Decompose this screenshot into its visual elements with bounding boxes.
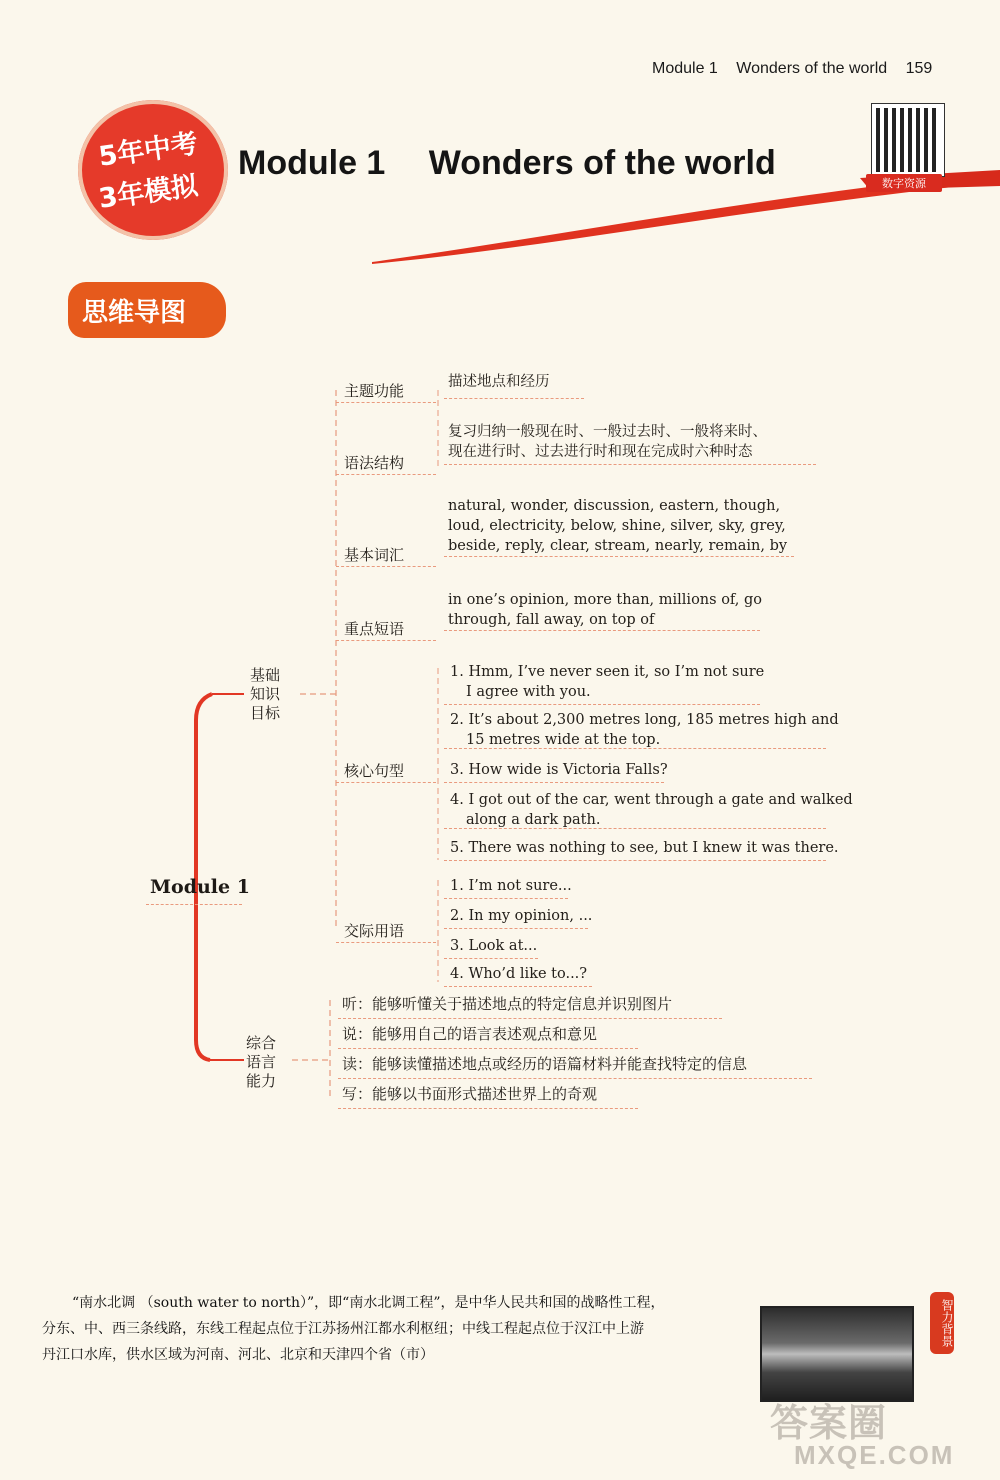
skill-speaking: 说：能够用自己的语言表述观点和意见 — [342, 1025, 598, 1043]
theme-content — [448, 372, 550, 392]
topic-label-communication: 交际用语 — [344, 922, 405, 940]
content-line: 5. There was nothing to see, but I knew it was there. — [450, 840, 839, 856]
side-tag: 智力背景 — [930, 1292, 954, 1354]
page-number: 159 — [905, 60, 933, 77]
note-line: “南水北调 （south water to north）”，即“南水北调工程”，是中华人民共和国的战略性工程， — [72, 1295, 665, 1311]
logo-line-1: 5年中考 — [96, 128, 200, 173]
basic-label-line: 基础 — [250, 666, 281, 684]
topic-label-sentences: 核心句型 — [344, 762, 405, 780]
skill-listening: 听：能够听懂关于描述地点的特定信息并识别图片 — [342, 995, 673, 1013]
communication-item: 2. In my opinion, ... — [450, 908, 593, 924]
title-module: Module 1 — [238, 144, 386, 182]
integrated-label-line: 能力 — [246, 1072, 277, 1090]
topic-label-vocab: 基本词汇 — [344, 546, 405, 564]
content-line: 3. How wide is Victoria Falls? — [450, 762, 668, 778]
canal-photo — [760, 1306, 914, 1402]
content-line: 现在进行时、过去进行时和现在完成时六种时态 — [448, 444, 753, 460]
skill-writing: 写：能够以书面形式描述世界上的奇观 — [342, 1085, 598, 1103]
integrated-skills-label — [246, 1034, 276, 1091]
sentence-item — [450, 760, 668, 780]
sentence-item — [450, 710, 839, 750]
content-line: in one’s opinion, more than, millions of, go — [448, 592, 763, 608]
content-line: through, fall away, on top of — [448, 612, 655, 628]
content-line: along a dark path. — [466, 812, 601, 828]
logo-line-2: 3年模拟 — [96, 170, 200, 215]
content-line: 4. I got out of the car, went through a gate and walked — [450, 792, 853, 808]
integrated-label-line: 语言 — [246, 1053, 277, 1071]
content-line: 1. Hmm, I’ve never seen it, so I’m not sure — [450, 664, 765, 680]
sentence-item — [450, 838, 839, 858]
qr-label: 数字资源 — [866, 174, 942, 192]
vocab-content — [448, 496, 787, 556]
topic-label-grammar: 语法结构 — [344, 454, 405, 472]
note-line: 分东、中、西三条线路，东线工程起点位于江苏扬州江都水利枢纽；中线工程起点位于汉江中上游 — [42, 1321, 644, 1337]
topic-label-phrases: 重点短语 — [344, 620, 405, 638]
sentence-item — [450, 662, 764, 702]
content-line: 复习归纳一般现在时、一般过去时、一般将来时、 — [448, 424, 767, 440]
communication-item: 1. I’m not sure... — [450, 878, 572, 894]
integrated-label-line: 综合 — [246, 1034, 277, 1052]
content-line: I agree with you. — [466, 684, 591, 700]
basic-label-line: 知识 — [250, 685, 281, 703]
content-line: 描述地点和经历 — [448, 374, 550, 390]
phrases-content — [448, 590, 762, 630]
content-line: 15 metres wide at the top. — [466, 732, 661, 748]
watermark-text: 答案圈 — [770, 1403, 888, 1445]
header-title: Wonders of the world — [736, 60, 888, 77]
title-name: Wonders of the world — [428, 144, 776, 182]
communication-item: 3. Look at... — [450, 938, 538, 954]
sentence-item — [450, 790, 853, 830]
basic-label-line: 目标 — [250, 704, 281, 722]
content-line: beside, reply, clear, stream, nearly, remain, by — [448, 538, 788, 554]
background-note — [42, 1290, 664, 1368]
grammar-content — [448, 422, 767, 462]
header-module: Module 1 — [652, 60, 718, 77]
skill-reading: 读：能够读懂描述地点或经历的语篇材料并能查找特定的信息 — [342, 1055, 748, 1073]
watermark-url: MXQE.COM — [794, 1440, 955, 1470]
content-line: natural, wonder, discussion, eastern, though, — [448, 498, 781, 514]
communication-item: 4. Who’d like to...? — [450, 966, 588, 982]
section-badge: 思维导图 — [82, 298, 187, 328]
mindmap-root: Module 1 — [150, 876, 250, 898]
content-line: 2. It’s about 2,300 metres long, 185 metres high and — [450, 712, 839, 728]
note-line: 丹江口水库，供水区域为河南、河北、北京和天津四个省（市） — [42, 1347, 434, 1363]
basic-knowledge-label — [250, 666, 280, 723]
topic-label-theme: 主题功能 — [344, 382, 405, 400]
content-line: loud, electricity, below, shine, silver, sky, grey, — [448, 518, 786, 534]
